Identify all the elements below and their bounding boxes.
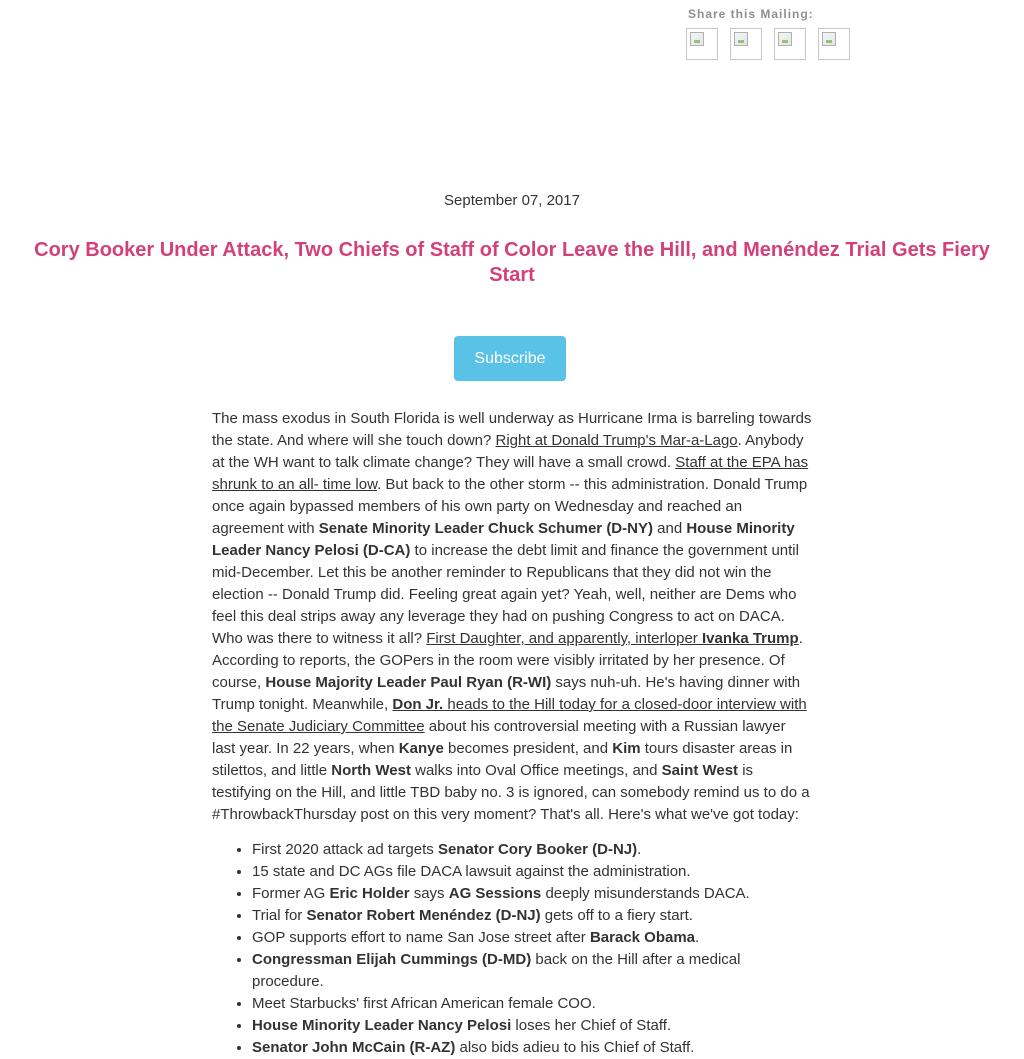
mailing-body	[212, 408, 812, 1059]
link-ivanka[interactable]	[426, 630, 798, 647]
share-block	[688, 7, 814, 21]
intro-text: about his controversial meeting with a Russian lawyer last year. In 22 years, when	[212, 718, 786, 757]
name-ryan: House Majority Leader Paul Ryan (R-WI)	[265, 674, 552, 691]
linkedin-icon[interactable]	[774, 28, 806, 60]
intro-text: . But back to the other storm -- this administration. Donald Trump once again bypassed members of his own party on Wednesday and reached an agreement with	[212, 476, 808, 537]
link-epa-staff[interactable]: Staff at the EPA has shrunk to an all- time low	[212, 454, 809, 493]
list-item: • First 2020 attack ad targets Senator Cory Booker (D-NJ).	[252, 839, 812, 861]
share-icons	[686, 28, 856, 62]
name-pelosi: House Minority Leader Nancy Pelosi (D-CA)	[212, 520, 795, 559]
broken-image-icon	[822, 32, 836, 46]
list-item: • 15 state and DC AGs file DACA lawsuit against the administration.	[252, 861, 812, 883]
name-saint-west: Saint West	[661, 762, 739, 779]
name-kim: Kim	[612, 740, 641, 757]
intro-text: to increase the debt limit and finance the government until mid-December. Let this be another reminder to Republicans that they did not win the election -- Donald Trump did. Feeling great again yet? Yeah, well, neither are Dems who feel this deal strips away any leverage they had on pushing Congress to act on DACA. Who was there to witness it all?	[212, 542, 799, 647]
list-item: • House Minority Leader Nancy Pelosi loses her Chief of Staff.	[252, 1015, 812, 1037]
facebook-icon[interactable]	[686, 28, 718, 60]
list-item: • Senator John McCain (R-AZ) also bids adieu to his Chief of Staff.	[252, 1037, 812, 1059]
mailing-date: September 07, 2017	[444, 192, 580, 209]
mailing-title: Cory Booker Under Attack, Two Chiefs of Staff of Color Leave the Hill, and Menéndez Trial Gets Fiery Start	[34, 239, 990, 286]
intro-text: says nuh-uh. He's having dinner with Trump tonight. Meanwhile,	[212, 674, 801, 713]
intro-text: The mass exodus in South Florida is well underway as Hurricane Irma is barreling towards the state. And where will she touch down?	[212, 410, 812, 449]
intro-text: tours disaster areas in stilettos, and little	[212, 740, 793, 779]
name-schumer: Senate Minority Leader Chuck Schumer (D-NY)	[318, 520, 653, 537]
intro-text: is testifying on the Hill, and little TBD baby no. 3 is ignored, can somebody remind us to do a #ThrowbackThursday post on this very moment? That's all. Here's what we've got today:	[212, 762, 810, 823]
email-icon[interactable]	[818, 28, 850, 60]
subscribe-button[interactable]: Subscribe	[454, 336, 566, 381]
intro-text: becomes president, and	[443, 740, 613, 757]
share-label: Share this Mailing:	[688, 7, 814, 21]
link-ivanka-name: Ivanka Trump	[701, 630, 799, 647]
link-ivanka-text: First Daughter, and apparently, interloper	[426, 630, 702, 647]
link-maralago[interactable]: Right at Donald Trump's Mar-a-Lago	[495, 432, 738, 449]
name-kanye: Kanye	[398, 740, 444, 757]
broken-image-icon	[778, 32, 792, 46]
link-donjr-name: Don Jr.	[392, 696, 444, 713]
intro-text: . According to reports, the GOPers in the room were visibly irritated by her presence. Of course,	[212, 630, 803, 691]
intro-text: and	[652, 520, 687, 537]
list-item: • Meet Starbucks' first African American female COO.	[252, 993, 812, 1015]
twitter-icon[interactable]	[730, 28, 762, 60]
list-item: • GOP supports effort to name San Jose street after Barack Obama.	[252, 927, 812, 949]
broken-image-icon	[734, 32, 748, 46]
list-item: • Former AG Eric Holder says AG Sessions deeply misunderstands DACA.	[252, 883, 812, 905]
headline-list	[212, 839, 812, 1059]
list-item: • Trial for Senator Robert Menéndez (D-NJ) gets off to a fiery start.	[252, 905, 812, 927]
list-item: • Congressman Elijah Cummings (D-MD) back on the Hill after a medical procedure.	[252, 949, 812, 993]
link-donjr-text: heads to the Hill today for a closed-door interview with the Senate Judiciary Committee	[212, 696, 807, 735]
intro-text: walks into Oval Office meetings, and	[410, 762, 662, 779]
name-north-west: North West	[331, 762, 411, 779]
intro-paragraph	[212, 408, 812, 826]
intro-text: . Anybody at the WH want to talk climate change? They will have a small crowd.	[212, 432, 804, 471]
broken-image-icon	[690, 32, 704, 46]
